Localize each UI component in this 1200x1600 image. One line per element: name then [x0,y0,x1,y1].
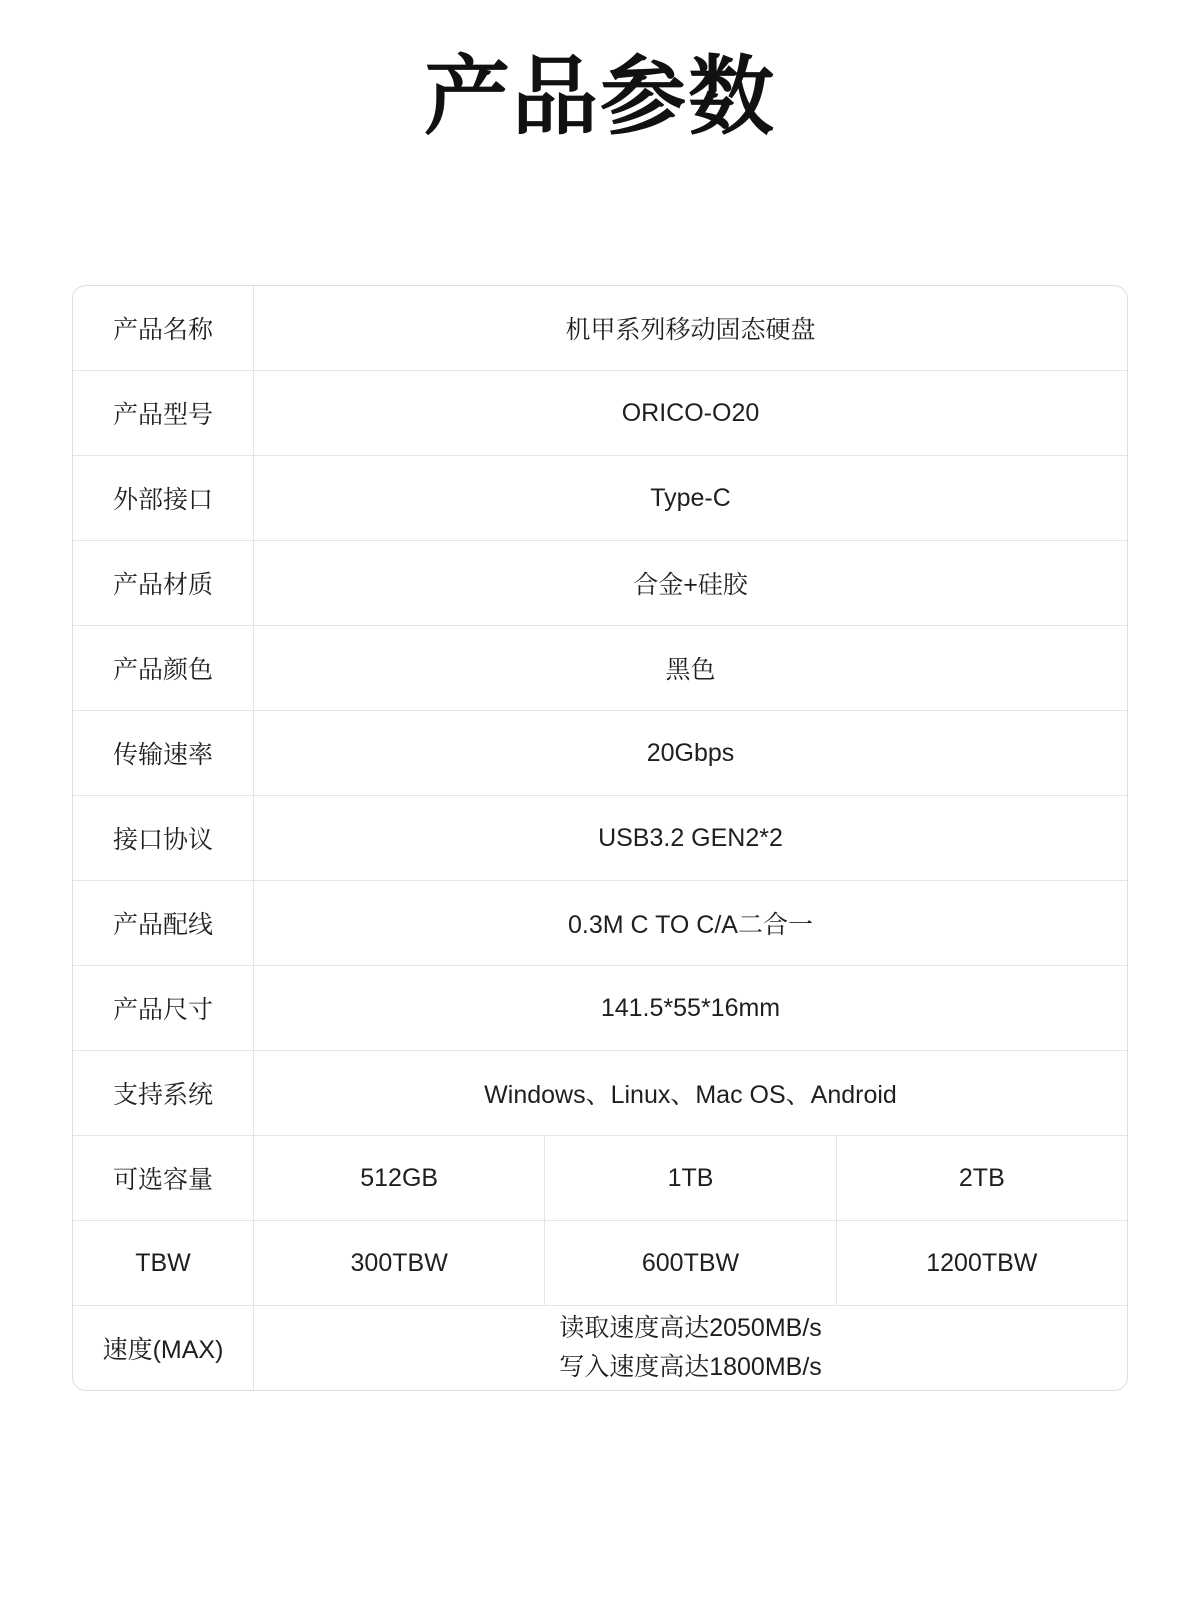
table-row [73,286,1127,370]
table-row [73,540,1127,625]
table-row-speed [73,1305,1127,1390]
capacity-cell: 512GB [253,1135,544,1220]
row-label: 外部接口 [73,455,253,540]
row-label: 产品配线 [73,880,253,965]
table-row [73,370,1127,455]
row-value: USB3.2 GEN2*2 [253,795,1127,880]
row-value: Type-C [253,455,1127,540]
row-label: TBW [73,1220,253,1305]
row-label: 传输速率 [73,710,253,795]
row-value-speed [253,1305,1127,1390]
capacity-cell: 2TB [836,1135,1127,1220]
capacity-cell: 1TB [544,1135,835,1220]
row-value: 机甲系列移动固态硬盘 [253,286,1127,370]
row-label: 可选容量 [73,1135,253,1220]
table-row-capacity [73,1135,1127,1220]
row-value: ORICO-O20 [253,370,1127,455]
tbw-cell: 1200TBW [836,1220,1127,1305]
spec-table-container [72,285,1128,1391]
product-spec-table [72,285,1128,1391]
row-label: 产品材质 [73,540,253,625]
table-row [73,965,1127,1050]
row-label: 接口协议 [73,795,253,880]
row-value: 141.5*55*16mm [253,965,1127,1050]
row-value: 20Gbps [253,710,1127,795]
row-value: 0.3M C TO C/A二合一 [253,880,1127,965]
row-label: 速度(MAX) [73,1305,253,1390]
speed-read-line: 读取速度高达2050MB/s [559,1314,822,1343]
row-value: 黑色 [253,625,1127,710]
table-row [73,795,1127,880]
row-label: 产品名称 [112,316,213,344]
row-label: 产品型号 [73,370,253,455]
table-row [73,625,1127,710]
table-row [73,455,1127,540]
tbw-cell: 300TBW [253,1220,544,1305]
speed-write-line: 写入速度高达1800MB/s [559,1353,822,1381]
tbw-cell: 600TBW [544,1220,835,1305]
row-value: 合金+硅胶 [253,540,1127,625]
row-label: 产品颜色 [73,625,253,710]
table-row [73,880,1127,965]
table-row-tbw [73,1220,1127,1305]
table-row [73,710,1127,795]
row-value: Windows、Linux、Mac OS、Android [253,1050,1127,1135]
table-row [73,1050,1127,1135]
row-label: 产品尺寸 [73,965,253,1050]
row-label: 支持系统 [73,1050,253,1135]
page-title: 产品参数 [424,49,776,145]
